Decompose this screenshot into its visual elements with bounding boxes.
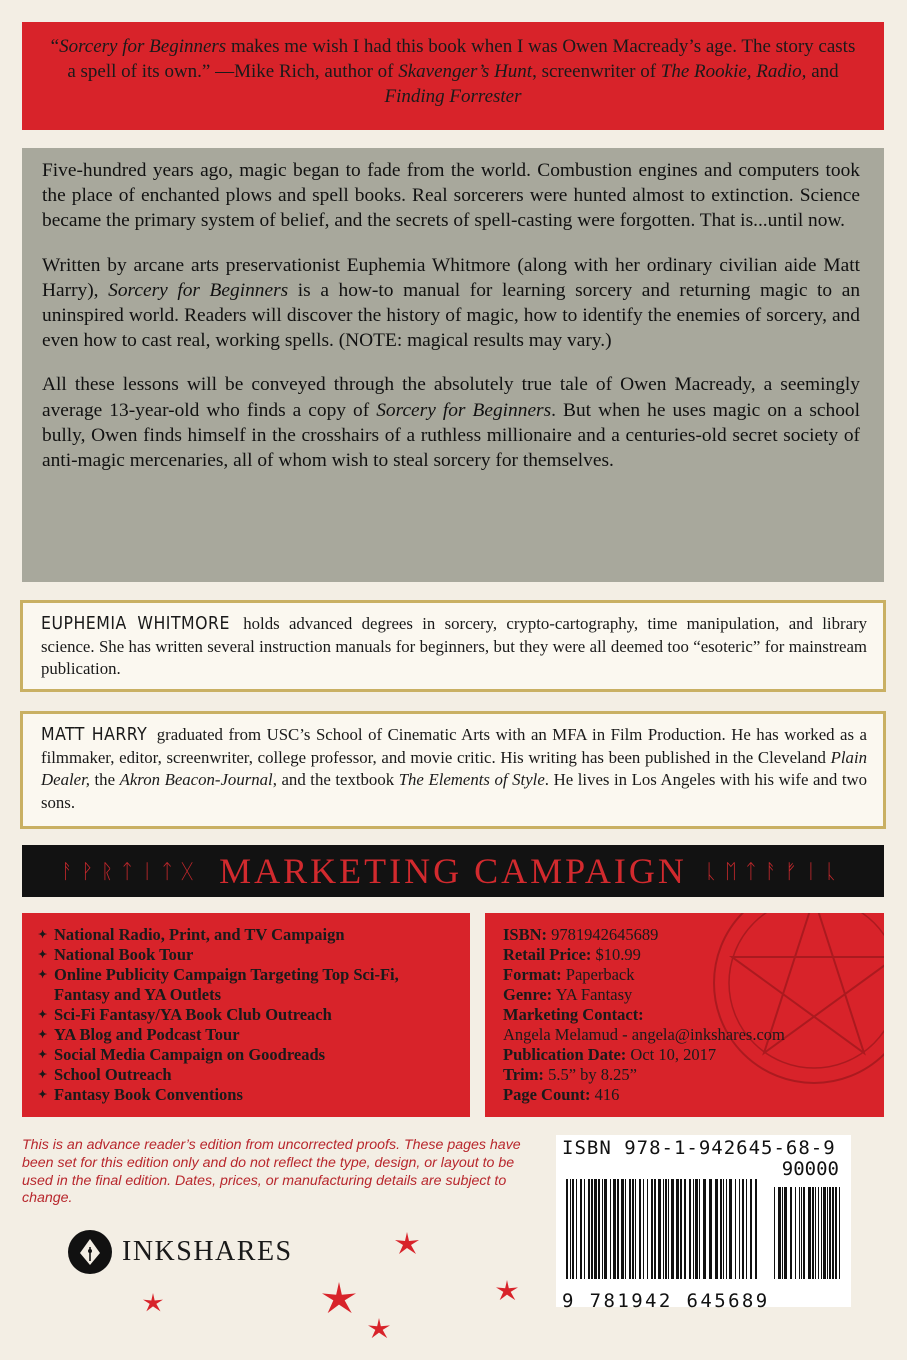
barcode-bar xyxy=(602,1179,603,1279)
detail-value: Oct 10, 2017 xyxy=(630,1045,717,1064)
star-icon: ✦ xyxy=(38,1069,48,1081)
spark-icon xyxy=(143,1293,163,1313)
synopsis-p3-text: All these lessons will be conveyed through the absolutely true tale of Owen Macready, a seemingly average 13-year-old who finds a copy of xyxy=(42,374,860,421)
runes-right: ᚳᛖᛏᚨᚠᛁᚳ xyxy=(704,859,845,883)
bullet-text: Social Media Campaign on Goodreads xyxy=(54,1045,326,1064)
barcode-bar xyxy=(735,1179,736,1279)
detail-label: Format: xyxy=(503,965,562,984)
detail-label: Publication Date: xyxy=(503,1045,627,1064)
synopsis xyxy=(22,148,884,582)
quote-book-title: Sorcery for Beginners xyxy=(59,36,227,57)
detail-value: Angela Melamud - angela@inkshares.com xyxy=(503,1025,785,1044)
detail-label: Retail Price: xyxy=(503,945,592,964)
bullet-text: National Book Tour xyxy=(54,945,194,964)
detail-value: 416 xyxy=(594,1085,620,1104)
quote-text-3: and xyxy=(806,61,839,82)
marketing-bullets-panel xyxy=(22,913,470,1117)
barcode-addon-bar xyxy=(823,1187,826,1279)
barcode-bar xyxy=(621,1179,624,1279)
barcode-addon-bar xyxy=(782,1187,783,1279)
barcode-bar xyxy=(671,1179,674,1279)
detail-label: Genre: xyxy=(503,985,553,1004)
synopsis-paragraph-3 xyxy=(42,372,860,473)
barcode-bar xyxy=(617,1179,619,1279)
barcode-bar xyxy=(613,1179,616,1279)
barcode-addon-bar xyxy=(835,1187,837,1279)
star-icon: ✦ xyxy=(38,949,48,961)
list-item xyxy=(38,1025,458,1045)
star-icon: ✦ xyxy=(38,969,48,981)
barcode-digits: 9 781942 645689 xyxy=(562,1290,770,1312)
star-icon: ✦ xyxy=(38,1029,48,1041)
list-item xyxy=(38,1065,458,1085)
quote-work-1: Skavenger’s Hunt xyxy=(398,61,533,82)
barcode-bar xyxy=(639,1179,641,1279)
barcode-bar xyxy=(729,1179,732,1279)
list-item xyxy=(38,1005,458,1025)
barcode-bar xyxy=(604,1179,607,1279)
barcode-bar xyxy=(572,1179,574,1279)
detail-label: Page Count: xyxy=(503,1085,591,1104)
barcode-bar xyxy=(726,1179,727,1279)
spark-icon xyxy=(496,1280,518,1302)
barcode-bar xyxy=(647,1179,648,1279)
barcode-addon-bar xyxy=(778,1187,781,1279)
star-icon: ✦ xyxy=(38,1009,48,1021)
star-icon: ✦ xyxy=(38,1089,48,1101)
bullet-text: Fantasy Book Conventions xyxy=(54,1085,243,1104)
detail-value: 9781942645689 xyxy=(551,925,659,944)
barcode-bar xyxy=(598,1179,600,1279)
barcode-bar xyxy=(689,1179,691,1279)
marketing-campaign-header xyxy=(22,845,884,897)
bullet-text: School Outreach xyxy=(54,1065,172,1084)
barcode-addon-bar xyxy=(803,1187,805,1279)
barcode-bar xyxy=(699,1179,700,1279)
barcode-price-code: 90000 xyxy=(781,1158,839,1180)
bio-text: graduated from USC’s School of Cinematic Arts with an MFA in Film Production. He has worked as a filmmaker, editor, screenwriter, college professor, and movie critic. His writing has been published in the Cleveland xyxy=(41,725,868,767)
bio-text-4: . He lives in Los Angeles with his wife and two sons. xyxy=(41,770,867,812)
bullet-text: YA Blog and Podcast Tour xyxy=(54,1025,240,1044)
bio-text-3: , and the textbook xyxy=(272,770,399,789)
synopsis-p2-title: Sorcery for Beginners xyxy=(108,279,289,301)
bio-publication-1: Plain Dealer, xyxy=(41,747,867,789)
barcode-bar xyxy=(684,1179,686,1279)
spark-icon xyxy=(322,1282,356,1316)
barcode-bar xyxy=(742,1179,744,1279)
synopsis-paragraph-2 xyxy=(42,253,860,354)
isbn-barcode xyxy=(556,1135,851,1312)
barcode-addon-bar xyxy=(790,1187,792,1279)
barcode-bar xyxy=(584,1179,585,1279)
barcode-addon-bar xyxy=(799,1187,800,1279)
barcode-bar xyxy=(709,1179,712,1279)
barcode-bar xyxy=(629,1179,631,1279)
detail-value: $10.99 xyxy=(595,945,641,964)
barcode-bar xyxy=(580,1179,582,1279)
barcode-bar xyxy=(576,1179,577,1279)
barcode-addon-bar xyxy=(815,1187,816,1279)
publisher-name: INKSHARES xyxy=(122,1236,293,1267)
barcode-addon-bar xyxy=(812,1187,814,1279)
barcode-bar xyxy=(693,1179,694,1279)
barcode-bar xyxy=(635,1179,636,1279)
spark-icon xyxy=(395,1232,419,1256)
detail-value: Paperback xyxy=(565,965,635,984)
bullet-text: Online Publicity Campaign Targeting Top Sci-Fi, Fantasy and YA Outlets xyxy=(54,965,399,1004)
detail-value: YA Fantasy xyxy=(555,985,633,1004)
list-item xyxy=(38,925,458,945)
barcode-bar xyxy=(643,1179,644,1279)
barcode-addon-bar xyxy=(808,1187,811,1279)
barcode-addon-bar xyxy=(818,1187,819,1279)
marketing-title: MARKETING CAMPAIGN xyxy=(219,851,687,891)
quote-work-2: The Rookie, Radio, xyxy=(660,61,807,82)
synopsis-paragraph-1: Five-hundred years ago, magic began to fade from the world. Combustion engines and computers took the place of enchanted plows and spell books. Real sorcerers were hunted almost to extinction. Science became the primary system of belief, and the secrets of spell-casting were forgotten. That is...until now. xyxy=(42,160,860,232)
runes-left: ᚨᚹᚱᛏᛁᛏᚷ xyxy=(61,859,202,883)
pentagram-icon xyxy=(704,913,884,1093)
quote-work-3: Finding Forrester xyxy=(384,86,522,107)
author-bio-harry xyxy=(20,711,886,829)
detail-value: 5.5” by 8.25” xyxy=(548,1065,637,1084)
author-bio-text: holds advanced degrees in sorcery, crypto-cartography, time manipulation, and library science. She has written several instruction manuals for beginners, but they were all deemed too “esoteric” for mainstream publication. xyxy=(41,614,867,678)
disclaimer: This is an advance reader’s edition from uncorrected proofs. These pages have been set for this edition only and do not reflect the type, design, or layout to be used in the final edition. Dates, prices, or manufacturing details are subject to change. xyxy=(22,1137,521,1207)
marketing-bullet-list xyxy=(38,925,458,1105)
barcode-bar xyxy=(739,1179,740,1279)
barcode-bar xyxy=(720,1179,722,1279)
synopsis-p3-title: Sorcery for Beginners xyxy=(376,399,552,421)
barcode-bar xyxy=(746,1179,747,1279)
barcode-bar xyxy=(715,1179,718,1279)
bio-publication-3: The Elements of Style xyxy=(398,770,545,789)
list-item xyxy=(38,1045,458,1065)
barcode-addon-bar xyxy=(774,1187,775,1279)
barcode-bar xyxy=(663,1179,664,1279)
barcode-bar xyxy=(658,1179,661,1279)
author-name: EUPHEMIA WHITMORE xyxy=(41,614,230,634)
pen-nib-icon xyxy=(68,1230,112,1274)
barcode-bar xyxy=(750,1179,752,1279)
barcode-addon-bar xyxy=(821,1187,822,1279)
barcode-addon-bar xyxy=(839,1187,840,1279)
barcode-addon-bar xyxy=(827,1187,828,1279)
barcode-bar xyxy=(676,1179,679,1279)
synopsis-p2-text: Written by arcane arts preservationist Euphemia Whitmore (along with her ordinary civilian aide Matt Harry), xyxy=(42,254,860,301)
barcode-bar xyxy=(651,1179,653,1279)
quote-text: makes me wish I had this book when I was Owen Macready’s age. The story casts a spell of its own.” —Mike Rich, author of xyxy=(67,36,856,82)
barcode-bar xyxy=(665,1179,667,1279)
star-icon: ✦ xyxy=(38,1049,48,1061)
barcode-bars xyxy=(562,1179,845,1283)
barcode-addon-bar xyxy=(832,1187,834,1279)
barcode-bar xyxy=(723,1179,724,1279)
list-item xyxy=(38,965,458,1005)
barcode-addon-bar xyxy=(784,1187,787,1279)
bullet-text: National Radio, Print, and TV Campaign xyxy=(54,925,345,944)
author-name: MATT HARRY xyxy=(41,725,148,745)
barcode-bar xyxy=(625,1179,626,1279)
endorsement-quote xyxy=(22,22,884,130)
star-icon: ✦ xyxy=(38,929,48,941)
barcode-addon-bar xyxy=(829,1187,831,1279)
list-item xyxy=(38,945,458,965)
barcode-bar xyxy=(654,1179,656,1279)
bio-publication-2: Akron Beacon-Journal xyxy=(119,770,273,789)
barcode-bar xyxy=(588,1179,590,1279)
spark-icon xyxy=(368,1318,390,1340)
quote-open: “ xyxy=(50,36,60,57)
barcode-bar xyxy=(570,1179,571,1279)
barcode-bar xyxy=(755,1179,757,1279)
barcode-bar xyxy=(695,1179,698,1279)
barcode-bar xyxy=(632,1179,634,1279)
detail-label: Marketing Contact: xyxy=(503,1005,644,1024)
quote-text-2: , screenwriter of xyxy=(532,61,661,82)
detail-label: Trim: xyxy=(503,1065,544,1084)
barcode-addon-bar xyxy=(795,1187,796,1279)
barcode-bar xyxy=(594,1179,597,1279)
barcode-isbn-text: ISBN 978-1-942645-68-9 xyxy=(562,1137,836,1159)
barcode-bar xyxy=(703,1179,706,1279)
barcode-bar xyxy=(591,1179,593,1279)
barcode-bar xyxy=(566,1179,568,1279)
bio-text-2: the xyxy=(89,770,120,789)
synopsis-p3-text-2: . But when he uses magic on a school bully, Owen finds himself in the crosshairs of a ruthless millionaire and a centuries-old secret society of anti-magic mercenaries, all of whom wish to steal sorcery for themselves. xyxy=(42,399,861,472)
synopsis-p2-text-2: is a how-to manual for learning sorcery and returning magic to an uninspired world. Readers will discover the history of magic, how to identify the enemies of sorcery, and even how to cast real, working spells. (NOTE: magical results may vary.) xyxy=(42,279,861,352)
detail-label: ISBN: xyxy=(503,925,548,944)
author-bio-whitmore xyxy=(20,600,886,692)
barcode-addon-bar xyxy=(801,1187,802,1279)
bullet-text: Sci-Fi Fantasy/YA Book Club Outreach xyxy=(54,1005,332,1024)
barcode-bar xyxy=(668,1179,669,1279)
barcode-bar xyxy=(610,1179,611,1279)
publisher-logo xyxy=(68,1230,293,1274)
book-details-panel xyxy=(485,913,884,1117)
barcode-bar xyxy=(680,1179,682,1279)
list-item xyxy=(38,1085,458,1105)
